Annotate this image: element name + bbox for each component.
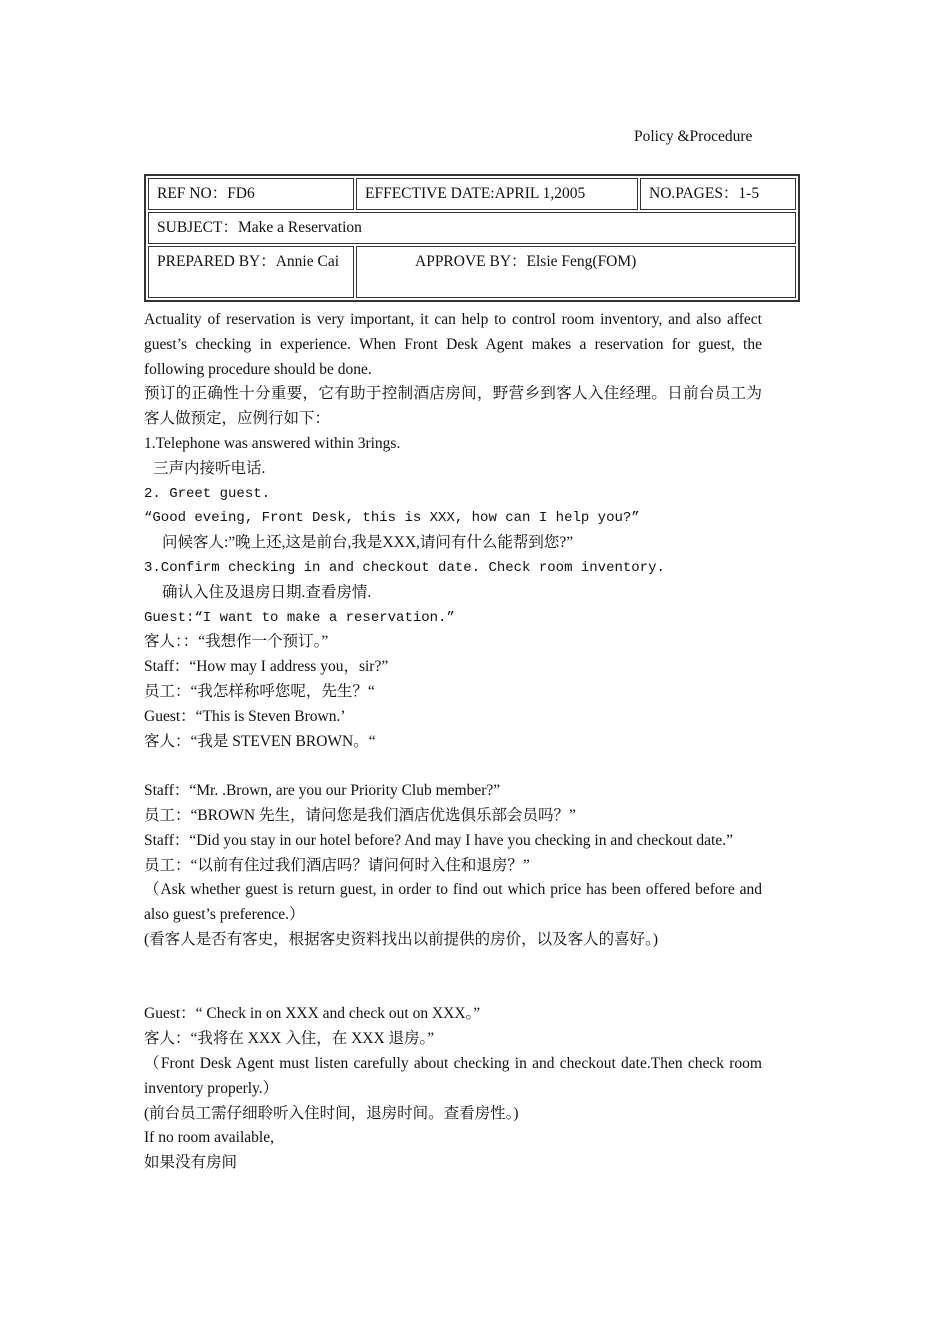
staff1-cn: 员工：“我怎样称呼您呢，先生？“ [144,682,375,700]
if-none-cn: 如果没有房间 [144,1154,238,1172]
step2-cn: 问候客人:”晚上还,这是前台,我是XXX,请问有什么能帮到您?” [162,534,574,552]
spacer [144,754,762,779]
note2-cn: (前台员工需仔细聆听入住时间，退房时间。查看房性。) [144,1104,519,1122]
procedure-body [144,308,762,1176]
intro-paragraph-en: Actuality of reservation is very important, it can help to control room inventory, and also affect guest’s checking in experience. When Front Desk Agent makes a reservation for guest, the following procedure should be done. [144,311,762,378]
step1-cn: 三声内接听电话. [153,459,266,477]
guest1-en: Guest:“I want to make a reservation.” [144,609,455,626]
staff3-en: Staff：“Did you stay in our hotel before? And may I have you checking in and checkout date.” [144,831,733,849]
guest3-cn: 客人：“我将在 XXX 入住，在 XXX 退房。” [144,1030,435,1048]
info-row-subject [148,212,796,244]
approved-by-cell: APPROVE BY：Elsie Feng(FOM) [356,246,796,298]
note1-cn: (看客人是否有客史，根据客史资料找出以前提供的房价，以及客人的喜好。) [144,930,659,948]
prepared-by-cell: PREPARED BY：Annie Cai [148,246,354,298]
staff2-cn: 员工：“BROWN 先生，请问您是我们酒店优选俱乐部会员吗？” [144,806,576,824]
guest3-en: Guest：“ Check in on XXX and check out on XXX。” [144,1005,481,1023]
subject-cell: SUBJECT：Make a Reservation [148,212,796,244]
step2-en: 2. Greet guest. [144,485,271,502]
if-none-en: If no room available, [144,1129,274,1147]
intro-paragraph-cn: 预订的正确性十分重要，它有助于控制酒店房间，野营乡到客人入住经理。日前台员工为客人做预定，应例行如下： [144,385,762,428]
guest2-en: Guest：“This is Steven Brown.’ [144,707,346,725]
guest1-cn: 客人：：“我想作一个预订。” [144,633,329,651]
note1-en: （Ask whether guest is return guest, in order to find out which price has been offered before and also guest’s preference.） [144,881,762,924]
effective-date-cell: EFFECTIVE DATE:APRIL 1,2005 [356,178,638,210]
document-header-label: Policy &Procedure [634,128,753,145]
no-pages-cell: NO.PAGES：1-5 [640,178,796,210]
staff2-en: Staff：“Mr. .Brown, are you our Priority Club member?” [144,782,501,800]
staff3-cn: 员工：“以前有住过我们酒店吗？请问何时入住和退房？” [144,856,530,874]
staff1-en: Staff：“How may I address you，sir?” [144,658,389,676]
document-info-table [144,174,800,302]
step2-quote: “Good eveing, Front Desk, this is XXX, how can I help you?” [144,510,640,527]
step1-en: 1.Telephone was answered within 3rings. [144,434,401,452]
step3-en: 3.Confirm checking in and checkout date. Check room inventory. [144,559,665,576]
info-row-prepared [148,246,796,298]
ref-no-cell: REF NO：FD6 [148,178,354,210]
step3-cn: 确认入住及退房日期.查看房情. [162,583,372,601]
note2-en: （Front Desk Agent must listen carefully about checking in and checkout date.Then check room inventory properly.） [144,1054,762,1097]
spacer [144,953,762,1003]
guest2-cn: 客人：“我是 STEVEN BROWN。“ [144,732,376,750]
info-row-ref [148,178,796,210]
